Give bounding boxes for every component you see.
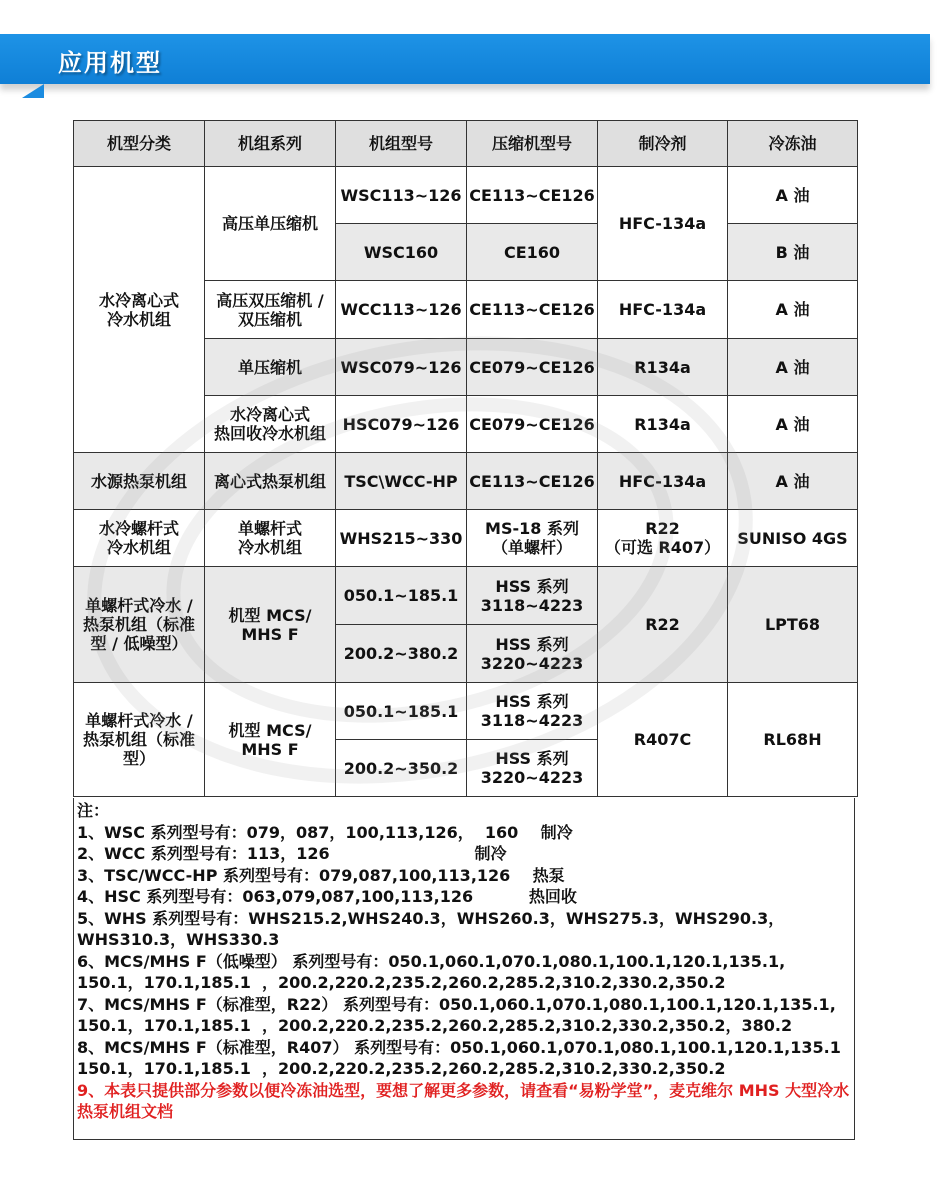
notes-box [73, 798, 855, 1140]
category-cell: 单螺杆式冷水 / 热泵机组（标准 型） [74, 683, 205, 797]
refrigerant-oil-table [73, 120, 858, 797]
note-highlight: 9、本表只提供部分参数以便冷冻油选型，要想了解更多参数，请查看“易粉学堂”，麦克维尔 MHS 大型冷水热泵机组文档 [77, 1080, 850, 1121]
note-line: 8、MCS/MHS F（标准型，R407） 系列型号有：050.1,060.1,070.1,080.1,100.1,120.1,135.1 [77, 1037, 841, 1057]
category-cell: 水冷螺杆式 冷水机组 [74, 510, 205, 567]
header-model: 机组型号 [336, 121, 467, 167]
category-cell: 水源热泵机组 [74, 453, 205, 510]
category-cell: 水冷离心式 冷水机组 [74, 167, 205, 453]
model-cell: WHS215~330 [336, 510, 467, 567]
table-header-row [74, 121, 858, 167]
model-cell: 200.2~350.2 [336, 740, 467, 797]
model-cell: WCC113~126 [336, 281, 467, 339]
series-cell: 单压缩机 [205, 339, 336, 396]
note-line: 150.1，170.1,185.1 ，200.2,220.2,235.2,260.2,285.2,310.2,330.2,350.2 [77, 973, 726, 992]
note-line: 150.1，170.1,185.1 ，200.2,220.2,235.2,260.2,285.2,310.2,330.2,350.2 [77, 1059, 726, 1078]
header-category: 机型分类 [74, 121, 205, 167]
series-cell: 水冷离心式 热回收冷水机组 [205, 396, 336, 453]
model-cell: WSC079~126 [336, 339, 467, 396]
banner-corner-arrow [22, 84, 44, 98]
compressor-cell: HSS 系列 3220~4223 [467, 625, 598, 683]
table-row [74, 167, 858, 224]
note-line: 7、MCS/MHS F（标准型，R22） 系列型号有：050.1,060.1,070.1,080.1,100.1,120.1,135.1, [77, 994, 836, 1014]
refrigerant-cell: R134a [598, 396, 728, 453]
note-line: WHS310.3，WHS330.3 [77, 930, 280, 949]
refrigerant-cell: R134a [598, 339, 728, 396]
compressor-cell: CE079~CE126 [467, 339, 598, 396]
notes-title: 注： [77, 801, 110, 820]
oil-cell: B 油 [728, 224, 858, 281]
oil-cell: LPT68 [728, 567, 858, 683]
model-cell: 200.2~380.2 [336, 625, 467, 683]
note-line: 150.1，170.1,185.1 ，200.2,220.2,235.2,260.2,285.2,310.2,330.2,350.2，380.2 [77, 1016, 793, 1035]
compressor-cell: CE160 [467, 224, 598, 281]
refrigerant-cell: R22 （可选 R407） [598, 510, 728, 567]
section-title: 应用机型 [58, 49, 162, 77]
note-line: 5、WHS 系列型号有：WHS215.2,WHS240.3，WHS260.3，WHS275.3，WHS290.3， [77, 908, 785, 928]
table-row [74, 510, 858, 567]
model-cell: TSC\WCC-HP [336, 453, 467, 510]
category-cell: 单螺杆式冷水 / 热泵机组（标准 型 / 低噪型） [74, 567, 205, 683]
refrigerant-cell: HFC-134a [598, 167, 728, 281]
model-cell: 050.1~185.1 [336, 567, 467, 625]
section-banner [0, 34, 930, 84]
oil-cell: A 油 [728, 281, 858, 339]
oil-cell: A 油 [728, 339, 858, 396]
refrigerant-cell: R407C [598, 683, 728, 797]
note-line: 4、HSC 系列型号有：063,079,087,100,113,126 热回收 [77, 887, 577, 906]
note-line: 2、WCC 系列型号有：113，126 制冷 [77, 844, 507, 863]
table-row [74, 567, 858, 625]
compressor-cell: CE113~CE126 [467, 281, 598, 339]
header-series: 机组系列 [205, 121, 336, 167]
series-cell: 机型 MCS/ MHS F [205, 683, 336, 797]
model-cell: 050.1~185.1 [336, 683, 467, 740]
series-cell: 高压单压缩机 [205, 167, 336, 281]
compressor-cell: CE079~CE126 [467, 396, 598, 453]
refrigerant-cell: HFC-134a [598, 281, 728, 339]
model-cell: WSC160 [336, 224, 467, 281]
compressor-cell: HSS 系列 3118~4223 [467, 683, 598, 740]
note-line: 1、WSC 系列型号有：079，087，100,113,126， 160 制冷 [77, 822, 573, 842]
header-refrigerant: 制冷剂 [598, 121, 728, 167]
table-row [74, 453, 858, 510]
header-oil: 冷冻油 [728, 121, 858, 167]
oil-cell: RL68H [728, 683, 858, 797]
note-line: 6、MCS/MHS F（低噪型） 系列型号有：050.1,060.1,070.1,080.1,100.1,120.1,135.1, [77, 951, 786, 971]
model-cell: WSC113~126 [336, 167, 467, 224]
oil-cell: A 油 [728, 453, 858, 510]
compressor-cell: MS-18 系列 （单螺杆） [467, 510, 598, 567]
series-cell: 离心式热泵机组 [205, 453, 336, 510]
table-row [74, 683, 858, 740]
compressor-cell: CE113~CE126 [467, 167, 598, 224]
compressor-cell: CE113~CE126 [467, 453, 598, 510]
series-cell: 机型 MCS/ MHS F [205, 567, 336, 683]
oil-cell: A 油 [728, 396, 858, 453]
oil-cell: SUNISO 4GS [728, 510, 858, 567]
note-line: 3、TSC/WCC-HP 系列型号有：079,087,100,113,126 热泵 [77, 865, 565, 885]
compressor-cell: HSS 系列 3220~4223 [467, 740, 598, 797]
refrigerant-cell: R22 [598, 567, 728, 683]
model-cell: HSC079~126 [336, 396, 467, 453]
compressor-cell: HSS 系列 3118~4223 [467, 567, 598, 625]
oil-cell: A 油 [728, 167, 858, 224]
series-cell: 高压双压缩机 / 双压缩机 [205, 281, 336, 339]
series-cell: 单螺杆式 冷水机组 [205, 510, 336, 567]
refrigerant-cell: HFC-134a [598, 453, 728, 510]
header-compressor: 压缩机型号 [467, 121, 598, 167]
